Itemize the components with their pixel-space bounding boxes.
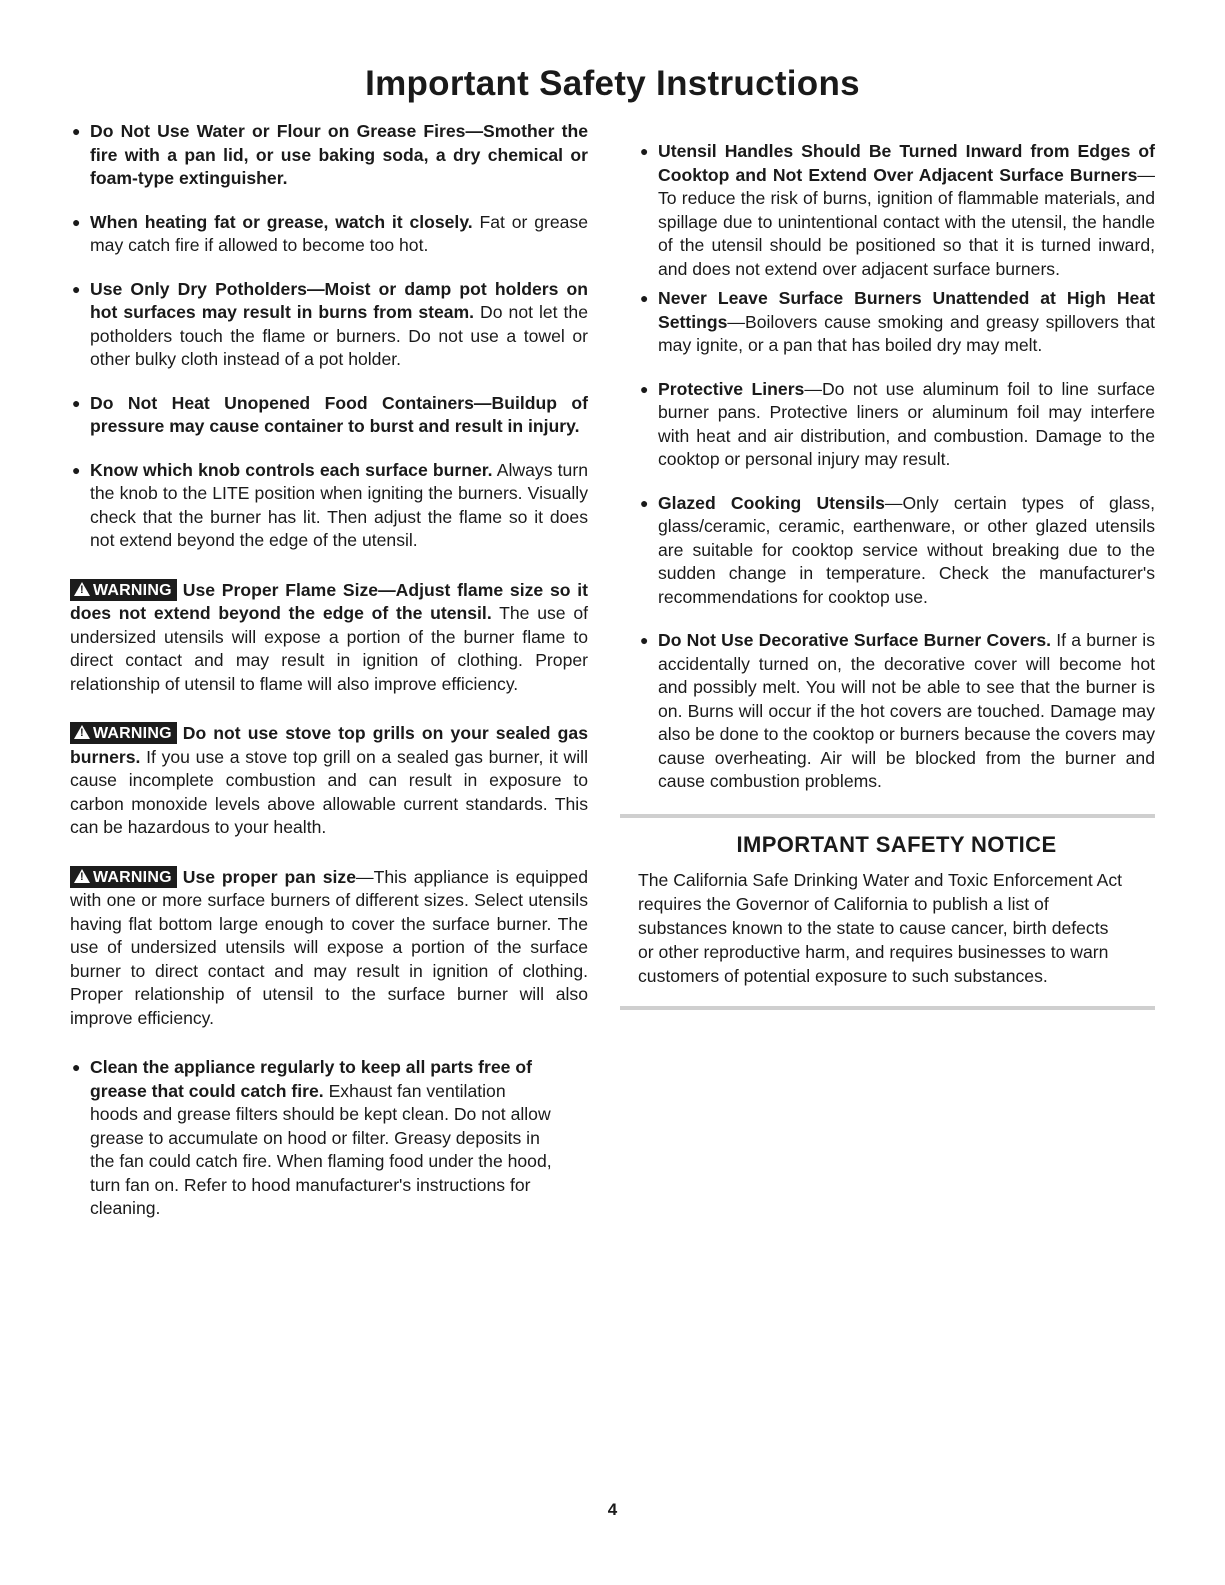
instruction-heading: Do Not Use Decorative Surface Burner Covers. [658, 630, 1052, 650]
instruction-utensil-handles [638, 140, 1155, 281]
warning-text: The use of undersized utensils will expose a portion of the burner flame to direct contact and may result in ignition of clothing. Proper relationship of utensil to flame will also improve efficiency. [70, 603, 589, 694]
instruction-decorative-covers [638, 629, 1155, 794]
bullet-icon: ● [72, 461, 81, 478]
warning-text: If you use a stove top grill on a sealed gas burner, it will cause incomplete combustion and can result in exposure to carbon monoxide levels above allowable current standards. This can be hazardous to your health. [70, 746, 588, 837]
instruction-unopened-containers [70, 392, 588, 439]
warning-heading: Do not use stove top grills on your sealed gas burners. [70, 723, 588, 767]
bullet-icon: ● [72, 280, 81, 297]
safety-notice-title: IMPORTANT SAFETY NOTICE [736, 831, 1057, 857]
safety-notice-box [620, 814, 1155, 1010]
page-number: 4 [607, 1500, 618, 1519]
instruction-glazed-utensils [638, 492, 1155, 610]
warning-heading: Use Proper Flame Size—Adjust flame size so it does not extend beyond the edge of the utensil. [70, 579, 588, 623]
bullet-icon: ● [72, 394, 81, 411]
bullet-icon: ● [72, 123, 81, 139]
bullet-icon: ● [640, 290, 649, 306]
instruction-text: Do not let the potholders touch the flame or burners. Do not use a towel or other bulky cloth instead of a pot holder. [90, 302, 588, 369]
warning-heading: Use proper pan size [182, 866, 356, 887]
instruction-heading: Use Only Dry Potholders—Moist or damp pot holders on hot surfaces may result in burns from steam. [90, 278, 588, 322]
instruction-heading: When heating fat or grease, watch it closely. [90, 211, 473, 232]
warning-badge-label: WARNING [93, 581, 172, 599]
left-column [70, 120, 588, 1241]
instruction-text: If a burner is accidentally turned on, the decorative cover will become hot and possibly melt. You will not be able to see that the burner is on. Burns will occur if the hot covers are touched. Damage may also be done to the cooktop or burners because the covers may cause overheating. Air will be blocked from the burner and cause combustion problems. [658, 630, 1155, 791]
bullet-icon: ● [640, 494, 649, 511]
instruction-text: Fat or grease may catch fire if allowed to become too hot. [90, 211, 588, 255]
instruction-dry-potholders [70, 278, 588, 372]
instruction-heading: Know which knob controls each surface burner. [90, 459, 493, 480]
instruction-text: —Only certain types of glass, glass/ceramic, ceramic, earthenware, or other glazed utensils are suitable for cooktop service without breaking due to the sudden change in temperature. Check the manufacturer's recommendations for cooktop use. [658, 492, 1155, 607]
warning-badge-label: WARNING [93, 725, 172, 742]
warning-badge [70, 579, 177, 601]
instruction-heading: Never Leave Surface Burners Unattended at High Heat Settings [658, 288, 1155, 332]
warning-flame-size [70, 579, 588, 697]
instruction-clean-appliance [70, 1056, 588, 1221]
right-column [638, 140, 1155, 1010]
instruction-text: —Boilovers cause smoking and greasy spillovers that may ignite, or a pan that has boiled dry may melt. [658, 311, 1155, 355]
instruction-protective-liners [638, 378, 1155, 472]
warning-triangle-icon: ! [74, 869, 90, 883]
page-title: Important Safety Instructions [365, 64, 860, 103]
bullet-icon: ● [72, 1059, 81, 1075]
instruction-grease-fires [70, 120, 588, 191]
warning-stove-top-grills [70, 722, 588, 840]
instruction-text: —To reduce the risk of burns, ignition of flammable materials, and spillage due to unintentional contact with the utensil, the handle of the utensil should be positioned so that it is turned inward, and does not extend over adjacent surface burners. [658, 164, 1155, 279]
bullet-icon: ● [72, 213, 81, 230]
instruction-heading: Utensil Handles Should Be Turned Inward from Edges of Cooktop and Not Extend Over Adjacent Surface Burners [658, 141, 1155, 185]
safety-notice-body: The California Safe Drinking Water and Toxic Enforcement Act requires the Governor of California to publish a list of substances known to the state to cause cancer, birth defects or other reproductive harm, and requires businesses to warn customers of potential exposure to such substances. [638, 869, 1123, 986]
instruction-heading: Protective Liners [658, 378, 805, 399]
instruction-text: Exhaust fan ventilation hoods and grease filters should be kept clean. Do not allow grease to accumulate on hood or filter. Greasy deposits in the fan could catch fire. When flaming food under the hood, turn fan on. Refer to hood manufacturer's instructions for cleaning. [90, 1080, 552, 1218]
warning-badge [70, 866, 177, 888]
instruction-heading: Do Not Use Water or Flour on Grease Fires—Smother the fire with a pan lid, or use baking soda, a dry chemical or foam-type extinguisher. [90, 121, 588, 188]
warning-pan-size [70, 866, 588, 1031]
warning-badge-label: WARNING [93, 868, 172, 886]
instruction-never-leave-burners [638, 287, 1155, 358]
warning-badge [70, 722, 177, 744]
instruction-knob-controls [70, 459, 588, 553]
bullet-icon: ● [640, 143, 649, 159]
warning-triangle-icon: ! [74, 582, 90, 596]
instruction-text: —Do not use aluminum foil to line surface burner pans. Protective liners or aluminum foil may interfere with heat and air distribution, and combustion. Damage to the cooktop or personal injury may result. [658, 378, 1156, 469]
bullet-icon: ● [640, 632, 649, 648]
instruction-heading: Do Not Heat Unopened Food Containers—Buildup of pressure may cause container to burst and result in injury. [90, 392, 588, 436]
bullet-icon: ● [640, 380, 649, 397]
instruction-heating-fat [70, 211, 588, 258]
instruction-text: Always turn the knob to the LITE position when igniting the burners. Visually check that the burner has lit. Then adjust the flame so it does not extend beyond the edge of the utensil. [90, 459, 588, 550]
warning-triangle-icon: ! [74, 725, 90, 739]
warning-text: —This appliance is equipped with one or more surface burners of different sizes. Select utensils having flat bottom large enough to cover the surface burner. The use of undersized utensils will expose a portion of the surface burner to direct contact and may result in ignition of clothing. Proper relationship of utensil to the surface burner will also improve efficiency. [70, 866, 588, 1028]
instruction-heading: Clean the appliance regularly to keep all parts free of grease that could catch fire. [90, 1057, 532, 1101]
instruction-heading: Glazed Cooking Utensils [658, 492, 885, 513]
